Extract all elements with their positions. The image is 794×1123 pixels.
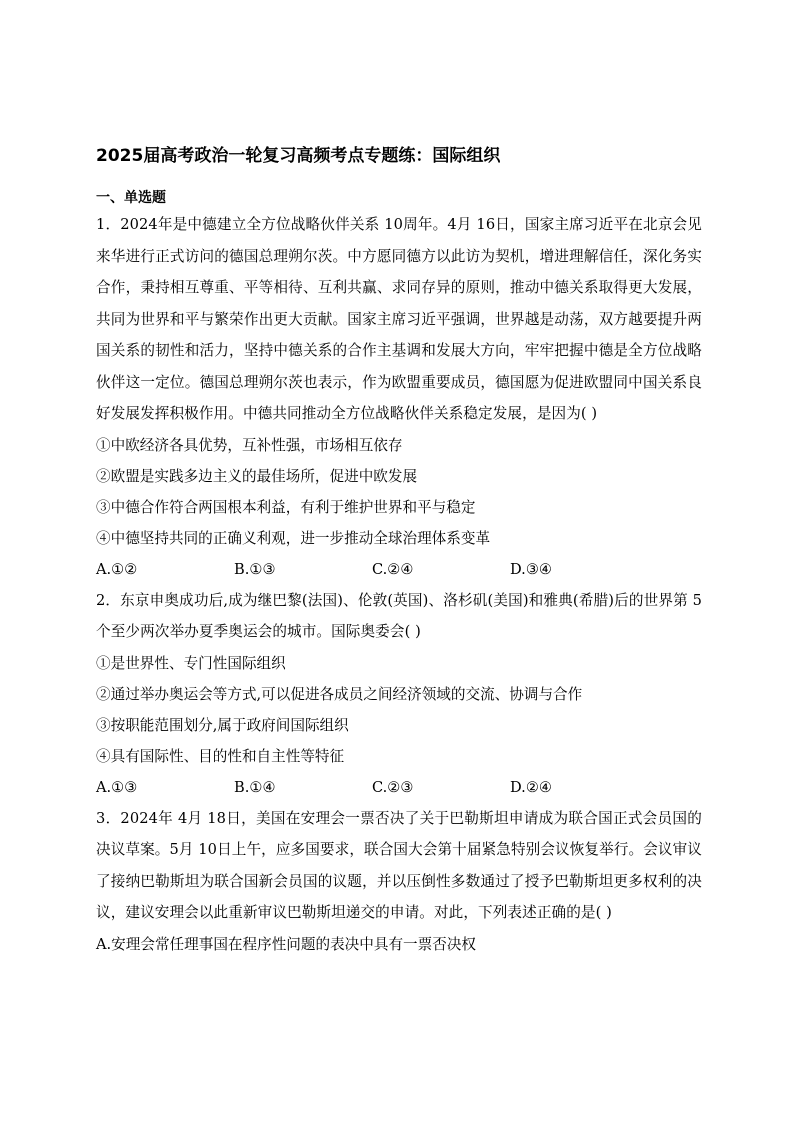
answer-choice-c: C.②④: [372, 560, 414, 578]
question-option: ④具有国际性、目的性和自主性等特征: [96, 747, 345, 765]
answer-choice-d: D.②④: [510, 778, 552, 796]
document-title: 2025届高考政治一轮复习高频考点专题练：国际组织: [96, 146, 501, 166]
question-3: [96, 803, 702, 960]
question-option: ②欧盟是实践多边主义的最佳场所，促进中欧发展: [96, 467, 418, 485]
question-option: ①中欧经济各具优势，互补性强，市场相互依存: [96, 436, 403, 454]
answer-choice-d: D.③④: [510, 560, 552, 578]
question-stem: 2．东京申奥成功后,成为继巴黎(法国)、伦敦(英国)、洛杉矶(美国)和雅典(希腊)后的世界第 5个至少两次举办夏季奥运会的城市。国际奥委会( ): [96, 591, 702, 640]
answer-choice-b: B.①③: [234, 560, 276, 578]
question-stem: 3．2024年 4月 18日，美国在安理会一票否决了关于巴勒斯坦申请成为联合国正式会员国的决议草案。5月 10日上午，应多国要求，联合国大会第十届紧急特别会议恢复举行。会议审议了接纳巴勒斯坦为联合国新会员国的议题，并以压倒性多数通过了授予巴勒斯坦更多权利的决议，建议安理会以此重新审议巴勒斯坦递交的申请。对此，下列表述正确的是( ): [96, 809, 702, 921]
answer-choice-b: B.①④: [234, 778, 276, 796]
question-2: [96, 585, 702, 803]
question-option: ③中德合作符合两国根本利益，有利于维护世界和平与稳定: [96, 498, 476, 516]
document-page: [96, 143, 702, 960]
answer-choice-a: A.①②: [96, 560, 138, 578]
section-heading: 一、单选题: [96, 190, 166, 206]
answer-choice-a: A.安理会常任理事国在程序性问题的表决中具有一票否决权: [96, 935, 477, 953]
question-1: [96, 209, 702, 585]
question-option: ③按职能范围划分,属于政府间国际组织: [96, 716, 349, 734]
answer-choice-c: C.②③: [372, 778, 414, 796]
answer-choice-a: A.①③: [96, 778, 138, 796]
question-option: ④中德坚持共同的正确义利观，进一步推动全球治理体系变革: [96, 529, 491, 547]
answer-choices: [96, 772, 702, 803]
question-option: ②通过举办奥运会等方式,可以促进各成员之间经济领域的交流、协调与合作: [96, 685, 583, 703]
question-option: ①是世界性、专门性国际组织: [96, 654, 286, 672]
answer-choices: [96, 554, 702, 585]
question-stem: 1．2024年是中德建立全方位战略伙伴关系 10周年。4月 16日，国家主席习近平在北京会见来华进行正式访问的德国总理朔尔茨。中方愿同德方以此访为契机，增进理解信任，深化务实合作，秉持相互尊重、平等相待、互利共赢、求同存异的原则，推动中德关系取得更大发展，共同为世界和平与繁荣作出更大贡献。国家主席习近平强调，世界越是动荡，双方越要提升两国关系的韧性和活力，坚持中德关系的合作主基调和发展大方向，牢牢把握中德是全方位战略伙伴这一定位。德国总理朔尔茨也表示，作为欧盟重要成员，德国愿为促进欧盟同中国关系良好发展发挥积极作用。中德共同推动全方位战略伙伴关系稳定发展，是因为( ): [96, 216, 702, 422]
